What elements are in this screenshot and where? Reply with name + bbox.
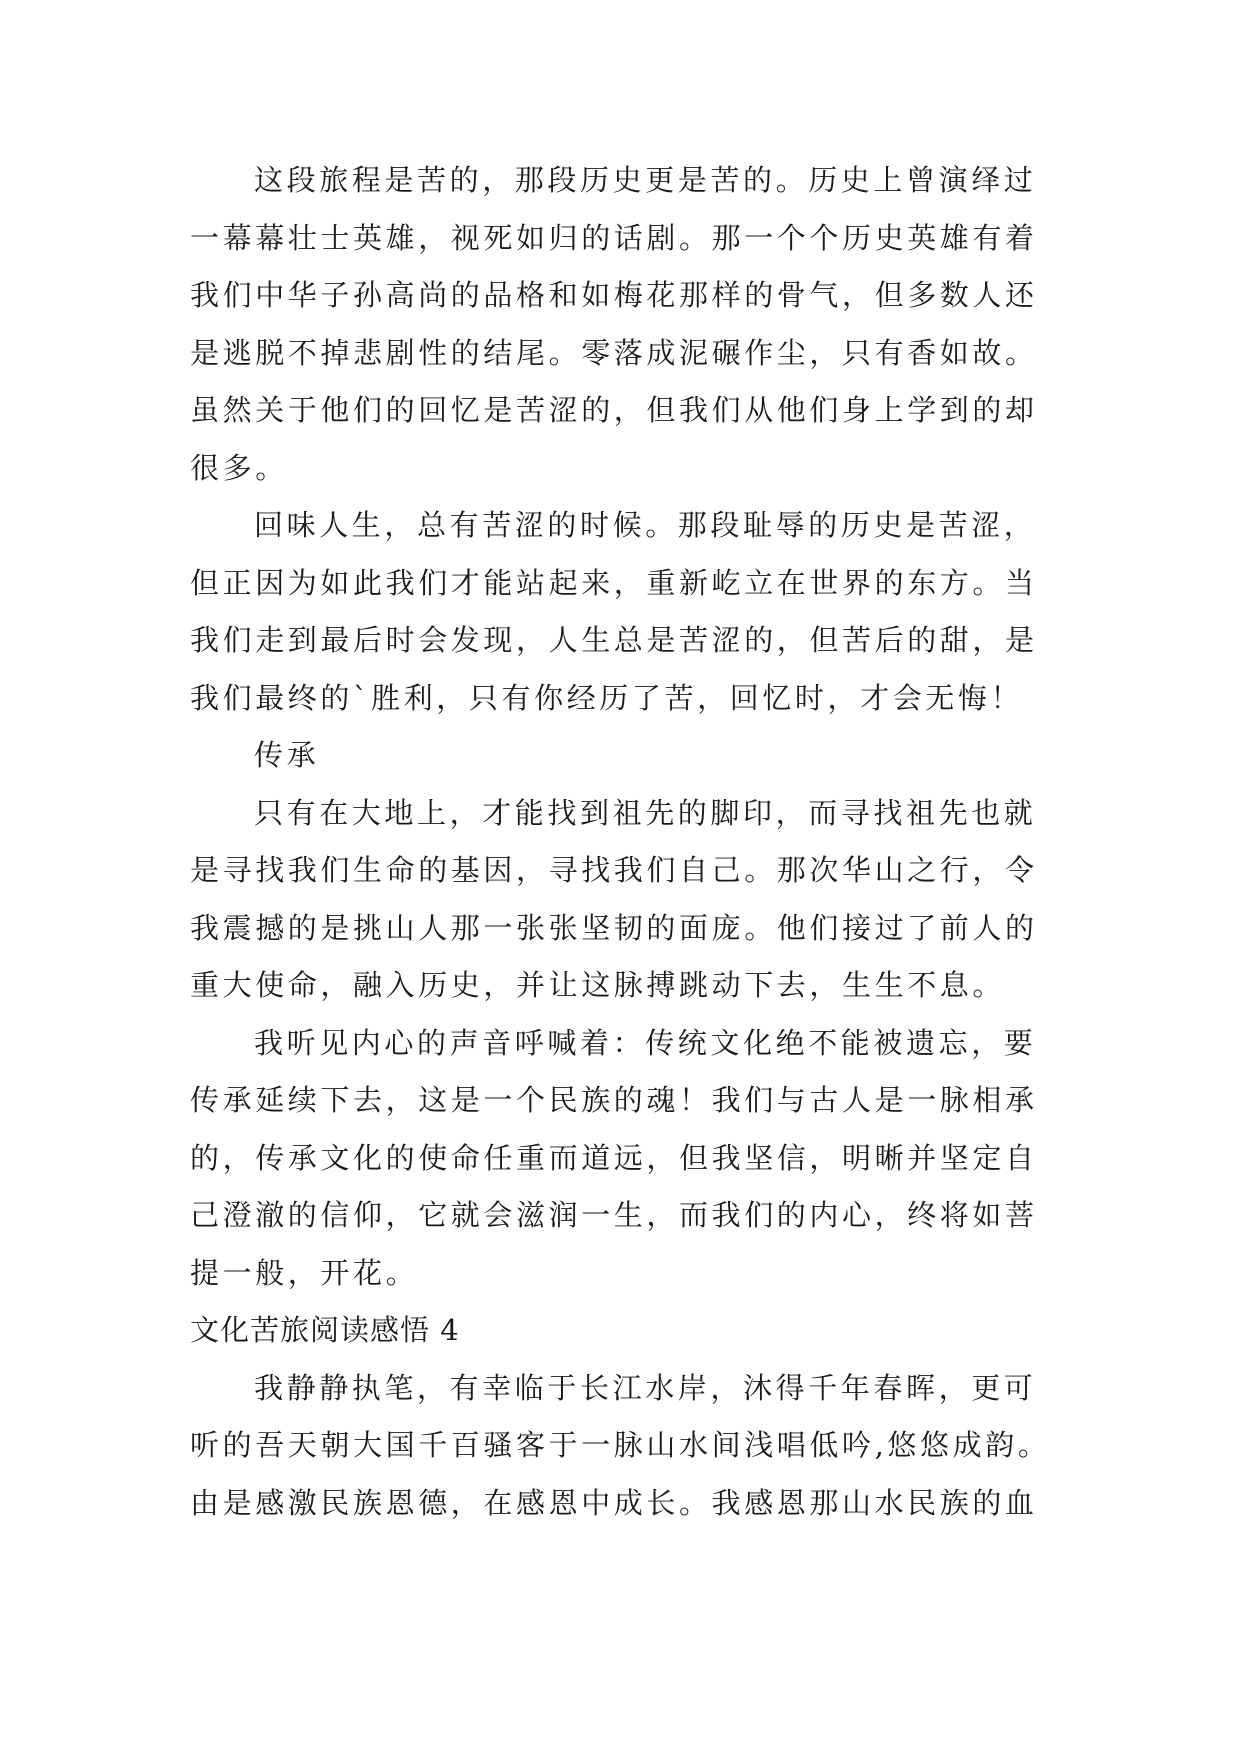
paragraph-line: 传承延续下去，这是一个民族的魂！我们与古人是一脉相承 [190, 1083, 1038, 1117]
paragraph-line: 听的吾天朝大国千百骚客于一脉山水间浅唱低吟,悠悠成韵。 [190, 1428, 1051, 1462]
section-heading: 文化苦旅阅读感悟 4 [190, 1313, 460, 1347]
paragraph-line: 一幕幕壮士英雄，视死如归的话剧。那一个个历史英雄有着 [190, 220, 1038, 255]
paragraph-line: 我们走到最后时会发现，人生总是苦涩的，但苦后的甜，是 [190, 623, 1038, 657]
paragraph-line: 提一般，开花。 [190, 1255, 419, 1290]
paragraph-line: 但正因为如此我们才能站起来，重新屹立在世界的东方。当 [190, 565, 1038, 600]
document-page [190, 152, 1052, 1532]
paragraph-line: 由是感激民族恩德，在感恩中成长。我感恩那山水民族的血 [190, 1485, 1038, 1520]
paragraph-line: 重大使命，融入历史，并让这脉搏跳动下去，生生不息。 [190, 968, 1006, 1002]
paragraph-line: 是逃脱不掉悲剧性的结尾。零落成泥碾作尘，只有香如故。 [190, 335, 1038, 370]
paragraph-line: 只有在大地上，才能找到祖先的脚印，而寻找祖先也就 [254, 795, 1037, 830]
section-subtitle: 传承 [254, 738, 320, 772]
paragraph-line: 的，传承文化的使命任重而道远，但我坚信，明晰并坚定自 [190, 1140, 1038, 1175]
paragraph-line: 这段旅程是苦的，那段历史更是苦的。历史上曾演绎过 [254, 163, 1037, 197]
paragraph-line: 是寻找我们生命的基因，寻找我们自己。那次华山之行，令 [190, 853, 1038, 887]
paragraph-line: 我们最终的`胜利，只有你经历了苦，回忆时，才会无悔！ [190, 680, 1024, 715]
paragraph-line: 回味人生，总有苦涩的时候。那段耻辱的历史是苦涩， [254, 508, 1037, 542]
paragraph-line: 己澄澈的信仰，它就会滋润一生，而我们的内心，终将如菩 [190, 1198, 1038, 1232]
paragraph-line: 我们中华子孙高尚的品格和如梅花那样的骨气，但多数人还 [190, 278, 1038, 312]
paragraph-line: 很多。 [190, 450, 288, 485]
paragraph-line: 我静静执笔，有幸临于长江水岸，沐得千年春晖，更可 [254, 1370, 1037, 1405]
paragraph-line: 虽然关于他们的回忆是苦涩的，但我们从他们身上学到的却 [190, 393, 1038, 427]
paragraph-line: 我听见内心的声音呼喊着：传统文化绝不能被遗忘，要 [254, 1025, 1037, 1060]
paragraph-line: 我震撼的是挑山人那一张张坚韧的面庞。他们接过了前人的 [190, 910, 1038, 945]
